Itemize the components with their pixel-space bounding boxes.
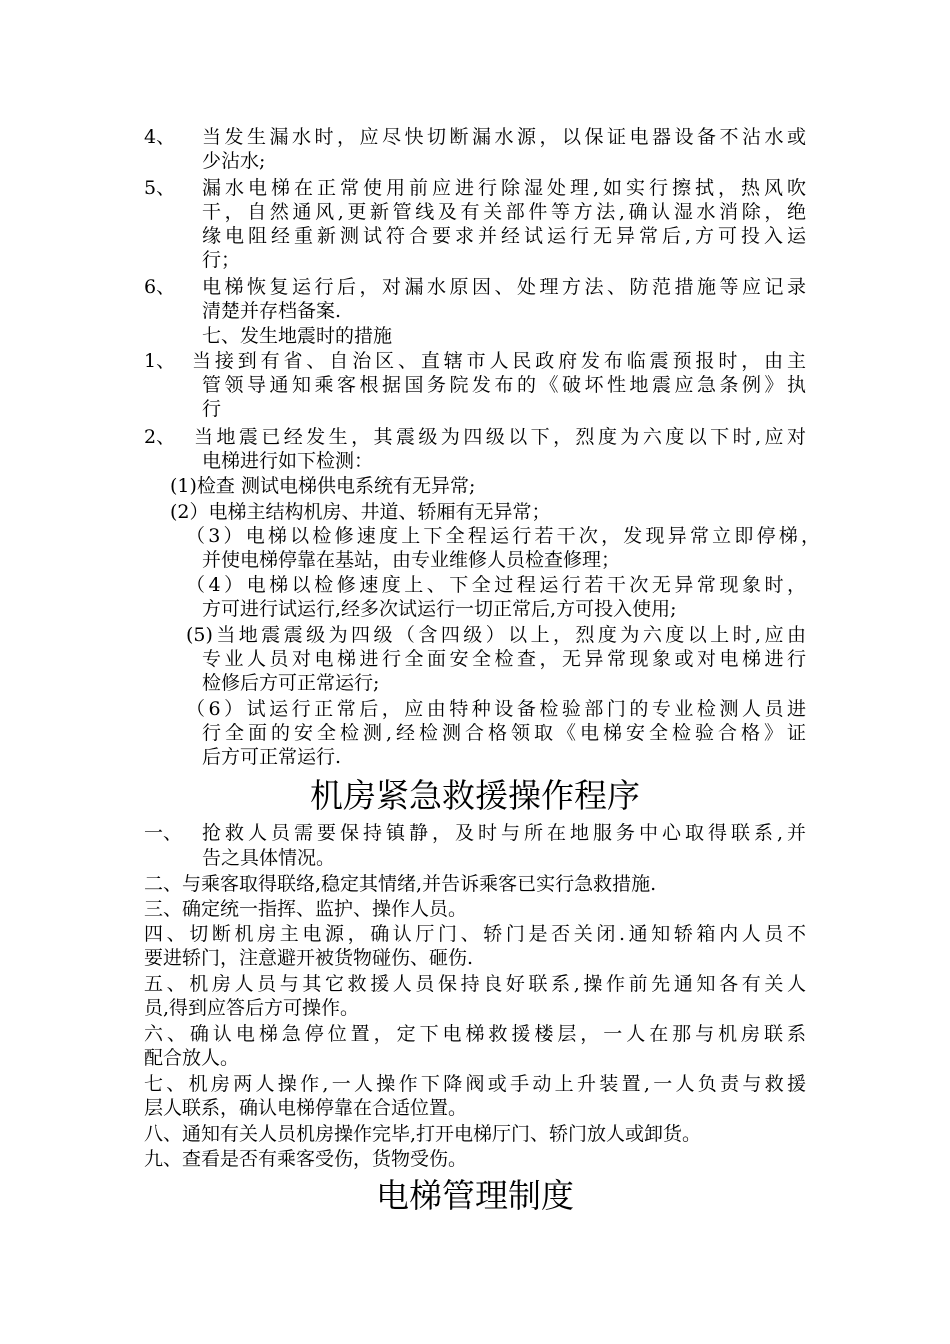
text-line: 当发生漏水时，应尽快切断漏水源，以保证电器设备不沾水或 [202, 126, 806, 148]
sub-item: (2）电梯主结构机房、井道、轿厢有无异常； [170, 501, 551, 523]
text-line: 并使电梯停靠在基站，由专业维修人员检查修理； [202, 549, 621, 571]
item-number: 4、 [144, 126, 176, 148]
text-line: 干，自然通风,更新管线及有关部件等方法,确认湿水消除，绝 [202, 201, 806, 223]
sub-item: (1)检查 测试电梯供电系统有无异常; [170, 475, 476, 497]
text-line: 层人联系，确认电梯停靠在合适位置。 [144, 1097, 468, 1119]
sub-item: （3）电梯以检修速度上下全程运行若干次，发现异常立即停梯， [186, 525, 820, 547]
text-line: 后方可正常运行. [202, 746, 342, 768]
text-line: 抢救人员需要保持镇静，及时与所在地服务中心取得联系,并 [202, 822, 806, 844]
sub-item: (5)当地震震级为四级（含四级）以上，烈度为六度以上时,应由 [186, 624, 806, 646]
rescue-step: 三、确定统一指挥、监护、操作人员。 [144, 898, 468, 920]
rescue-step: 二、与乘客取得联络,稳定其情绪,并告诉乘客已实行急救措施. [144, 873, 657, 895]
rescue-step: 八、通知有关人员机房操作完毕,打开电梯厅门、轿门放人或卸货。 [144, 1123, 702, 1145]
text-line: 清楚并存档备案. [202, 300, 342, 322]
text-line: 方可进行试运行,经多次试运行一切正常后,方可投入使用; [202, 598, 677, 620]
sub-item: （6）试运行正常后，应由特种设备检验部门的专业检测人员进 [186, 698, 806, 720]
item-number: 一、 [144, 822, 183, 844]
item-number: 5、 [144, 177, 176, 199]
heading-rescue: 机房紧急救援操作程序 [310, 776, 640, 815]
text-line: 要进轿门，注意避开被货物碰伤、砸伤. [144, 947, 474, 969]
text-line: 行全面的安全检测,经检测合格领取《电梯安全检验合格》证 [202, 722, 806, 744]
item-number: 2、 [144, 426, 176, 448]
section-title: 七、发生地震时的措施 [202, 325, 393, 347]
item-number: 1、 [144, 350, 176, 372]
text-line: 专业人员对电梯进行全面安全检查，无异常现象或对电梯进行 [202, 648, 806, 670]
rescue-step: 六、确认电梯急停位置，定下电梯救援楼层，一人在那与机房联系 [144, 1023, 806, 1045]
text-line: 配合放人。 [144, 1047, 240, 1069]
text-line: 漏水电梯在正常使用前应进行除湿处理,如实行擦拭，热风吹 [202, 177, 806, 199]
text-line: 当地震已经发生，其震级为四级以下，烈度为六度以下时,应对 [194, 426, 806, 448]
text-line: 告之具体情况。 [202, 847, 336, 869]
text-line: 少沾水; [202, 150, 266, 172]
item-number: 6、 [144, 276, 176, 298]
text-line: 行 [202, 398, 222, 420]
text-line: 电梯进行如下检测： [202, 450, 374, 472]
sub-item: （4）电梯以检修速度上、下全过程运行若干次无异常现象时， [186, 574, 806, 596]
text-line: 电梯恢复运行后，对漏水原因、处理方法、防范措施等应记录 [202, 276, 806, 298]
text-line: 缘电阻经重新测试符合要求并经试运行无异常后,方可投入运 [202, 225, 806, 247]
text-line: 行； [202, 249, 241, 271]
heading-management: 电梯管理制度 [376, 1176, 574, 1215]
text-line: 检修后方可正常运行; [202, 672, 380, 694]
text-line: 管领导通知乘客根据国务院发布的《破坏性地震应急条例》执 [202, 374, 806, 396]
rescue-step: 九、查看是否有乘客受伤，货物受伤。 [144, 1148, 468, 1170]
rescue-step: 四、切断机房主电源，确认厅门、轿门是否关闭.通知轿箱内人员不 [144, 923, 806, 945]
rescue-step: 五、机房人员与其它救援人员保持良好联系,操作前先通知各有关人 [144, 973, 806, 995]
text-line: 员,得到应答后方可操作。 [144, 997, 360, 1019]
rescue-step: 七、机房两人操作,一人操作下降阀或手动上升装置,一人负责与救援 [144, 1073, 806, 1095]
text-line: 当接到有省、自治区、直辖市人民政府发布临震预报时，由主 [192, 350, 806, 372]
